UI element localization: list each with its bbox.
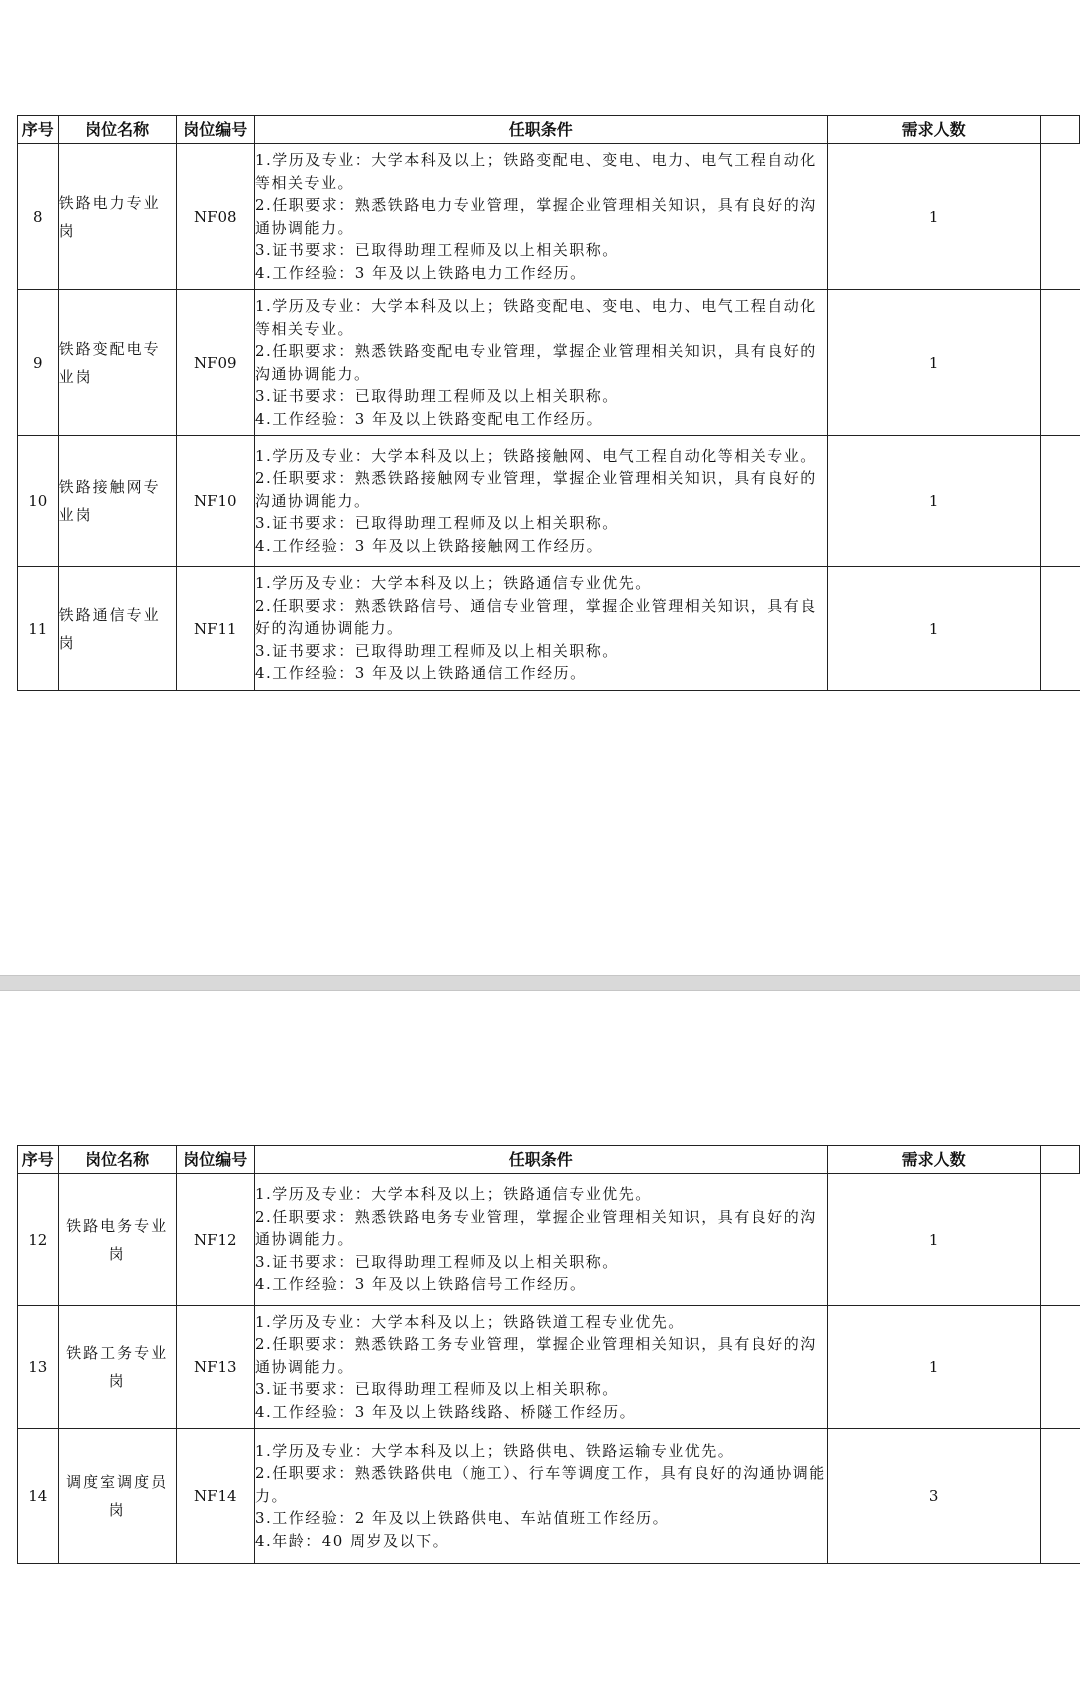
table-row bbox=[18, 1174, 1080, 1306]
row-count: 3 bbox=[827, 1429, 1040, 1564]
row-code: NF13 bbox=[176, 1306, 254, 1429]
requirement-line: 2.任职要求：熟悉铁路变配电专业管理，掌握企业管理相关知识，具有良好的沟通协调能力。 bbox=[254, 342, 817, 383]
row-name: 铁路电务专业岗 bbox=[58, 1174, 176, 1306]
requirement-line: 4.工作经验：3 年及以上铁路信号工作经历。 bbox=[254, 1275, 587, 1294]
header-code: 岗位编号 bbox=[176, 116, 254, 144]
requirement-line: 1.学历及专业：大学本科及以上；铁路通信专业优先。 bbox=[254, 574, 652, 593]
header-count: 需求人数 bbox=[827, 116, 1040, 144]
requirement-line: 4.年龄：40 周岁及以下。 bbox=[254, 1531, 450, 1550]
row-requirements bbox=[254, 567, 827, 691]
row-count: 1 bbox=[827, 1306, 1040, 1429]
row-code: NF09 bbox=[176, 290, 254, 436]
row-count: 1 bbox=[827, 436, 1040, 567]
requirement-line: 1.学历及专业：大学本科及以上；铁路供电、铁路运输专业优先。 bbox=[254, 1441, 735, 1460]
header-name: 岗位名称 bbox=[58, 116, 176, 144]
row-no: 12 bbox=[18, 1174, 59, 1306]
header-name: 岗位名称 bbox=[58, 1146, 176, 1174]
requirement-line: 4.工作经验：3 年及以上铁路电力工作经历。 bbox=[254, 263, 587, 282]
table-row bbox=[18, 567, 1080, 691]
row-requirements bbox=[254, 1306, 827, 1429]
row-requirements bbox=[254, 436, 827, 567]
page-separator bbox=[0, 975, 1080, 991]
row-no: 8 bbox=[18, 144, 59, 290]
header-no: 序号 bbox=[18, 1146, 59, 1174]
job-table-page-2 bbox=[17, 1145, 1080, 1564]
requirement-line: 3.证书要求：已取得助理工程师及以上相关职称。 bbox=[254, 514, 619, 533]
table-row bbox=[18, 1306, 1080, 1429]
row-no: 9 bbox=[18, 290, 59, 436]
row-code: NF10 bbox=[176, 436, 254, 567]
table-row bbox=[18, 1429, 1080, 1564]
header-count: 需求人数 bbox=[827, 1146, 1040, 1174]
requirement-line: 1.学历及专业：大学本科及以上；铁路变配电、变电、电力、电气工程自动化等相关专业。 bbox=[254, 151, 817, 192]
row-name: 铁路电力专业岗 bbox=[58, 144, 176, 290]
row-extra bbox=[1040, 1174, 1079, 1306]
row-name: 铁路接触网专业岗 bbox=[58, 436, 176, 567]
requirement-line: 3.证书要求：已取得助理工程师及以上相关职称。 bbox=[254, 241, 619, 259]
header-requirements: 任职条件 bbox=[254, 116, 827, 144]
table-header-row bbox=[18, 116, 1080, 144]
row-requirements bbox=[254, 290, 827, 436]
requirement-line: 2.任职要求：熟悉铁路电力专业管理，掌握企业管理相关知识，具有良好的沟通协调能力。 bbox=[254, 196, 817, 237]
requirement-line: 2.任职要求：熟悉铁路信号、通信专业管理，掌握企业管理相关知识，具有良好的沟通协调能力。 bbox=[254, 596, 817, 638]
requirement-line: 2.任职要求：熟悉铁路工务专业管理，掌握企业管理相关知识，具有良好的沟通协调能力。 bbox=[254, 1335, 817, 1376]
requirement-line: 4.工作经验：3 年及以上铁路通信工作经历。 bbox=[254, 664, 587, 683]
row-no: 13 bbox=[18, 1306, 59, 1429]
row-extra bbox=[1040, 567, 1079, 691]
row-extra bbox=[1040, 1429, 1079, 1564]
row-name: 铁路通信专业岗 bbox=[58, 567, 176, 691]
table-row bbox=[18, 144, 1080, 290]
header-no: 序号 bbox=[18, 116, 59, 144]
requirement-line: 1.学历及专业：大学本科及以上；铁路接触网、电气工程自动化等相关专业。 bbox=[254, 446, 817, 465]
row-count: 1 bbox=[827, 1174, 1040, 1306]
row-count: 1 bbox=[827, 567, 1040, 691]
row-requirements bbox=[254, 144, 827, 290]
row-code: NF11 bbox=[176, 567, 254, 691]
row-count: 1 bbox=[827, 144, 1040, 290]
requirement-line: 3.证书要求：已取得助理工程师及以上相关职称。 bbox=[254, 387, 619, 405]
row-code: NF12 bbox=[176, 1174, 254, 1306]
row-no: 11 bbox=[18, 567, 59, 691]
requirement-line: 3.证书要求：已取得助理工程师及以上相关职称。 bbox=[254, 1380, 619, 1399]
row-name: 铁路工务专业岗 bbox=[58, 1306, 176, 1429]
requirement-line: 4.工作经验：3 年及以上铁路线路、桥隧工作经历。 bbox=[254, 1402, 637, 1421]
row-name: 调度室调度员岗 bbox=[58, 1429, 176, 1564]
requirement-line: 2.任职要求：熟悉铁路接触网专业管理，掌握企业管理相关知识，具有良好的沟通协调能力。 bbox=[254, 469, 817, 510]
row-extra bbox=[1040, 436, 1079, 567]
requirement-line: 3.工作经验：2 年及以上铁路供电、车站值班工作经历。 bbox=[254, 1509, 670, 1528]
document-page-2 bbox=[0, 991, 1080, 1682]
table-row bbox=[18, 290, 1080, 436]
row-requirements bbox=[254, 1429, 827, 1564]
requirement-line: 1.学历及专业：大学本科及以上；铁路变配电、变电、电力、电气工程自动化等相关专业。 bbox=[254, 297, 817, 338]
row-count: 1 bbox=[827, 290, 1040, 436]
requirement-line: 1.学历及专业：大学本科及以上；铁路通信专业优先。 bbox=[254, 1185, 652, 1204]
job-table-page-1 bbox=[17, 115, 1080, 691]
row-extra bbox=[1040, 144, 1079, 290]
requirement-line: 4.工作经验：3 年及以上铁路变配电工作经历。 bbox=[254, 409, 604, 428]
requirement-line: 3.证书要求：已取得助理工程师及以上相关职称。 bbox=[254, 641, 619, 660]
row-name: 铁路变配电专业岗 bbox=[58, 290, 176, 436]
row-no: 14 bbox=[18, 1429, 59, 1564]
row-no: 10 bbox=[18, 436, 59, 567]
table-row bbox=[18, 436, 1080, 567]
row-extra bbox=[1040, 1306, 1079, 1429]
row-code: NF08 bbox=[176, 144, 254, 290]
table-header-row bbox=[18, 1146, 1080, 1174]
requirement-line: 2.任职要求：熟悉铁路供电（施工）、行车等调度工作，具有良好的沟通协调能力。 bbox=[254, 1464, 826, 1505]
header-extra bbox=[1040, 1146, 1079, 1174]
row-requirements bbox=[254, 1174, 827, 1306]
row-extra bbox=[1040, 290, 1079, 436]
header-code: 岗位编号 bbox=[176, 1146, 254, 1174]
header-extra bbox=[1040, 116, 1079, 144]
requirement-line: 3.证书要求：已取得助理工程师及以上相关职称。 bbox=[254, 1252, 619, 1271]
requirement-line: 2.任职要求：熟悉铁路电务专业管理，掌握企业管理相关知识，具有良好的沟通协调能力。 bbox=[254, 1207, 817, 1249]
requirement-line: 4.工作经验：3 年及以上铁路接触网工作经历。 bbox=[254, 536, 604, 555]
requirement-line: 1.学历及专业：大学本科及以上；铁路铁道工程专业优先。 bbox=[254, 1312, 685, 1331]
header-requirements: 任职条件 bbox=[254, 1146, 827, 1174]
row-code: NF14 bbox=[176, 1429, 254, 1564]
